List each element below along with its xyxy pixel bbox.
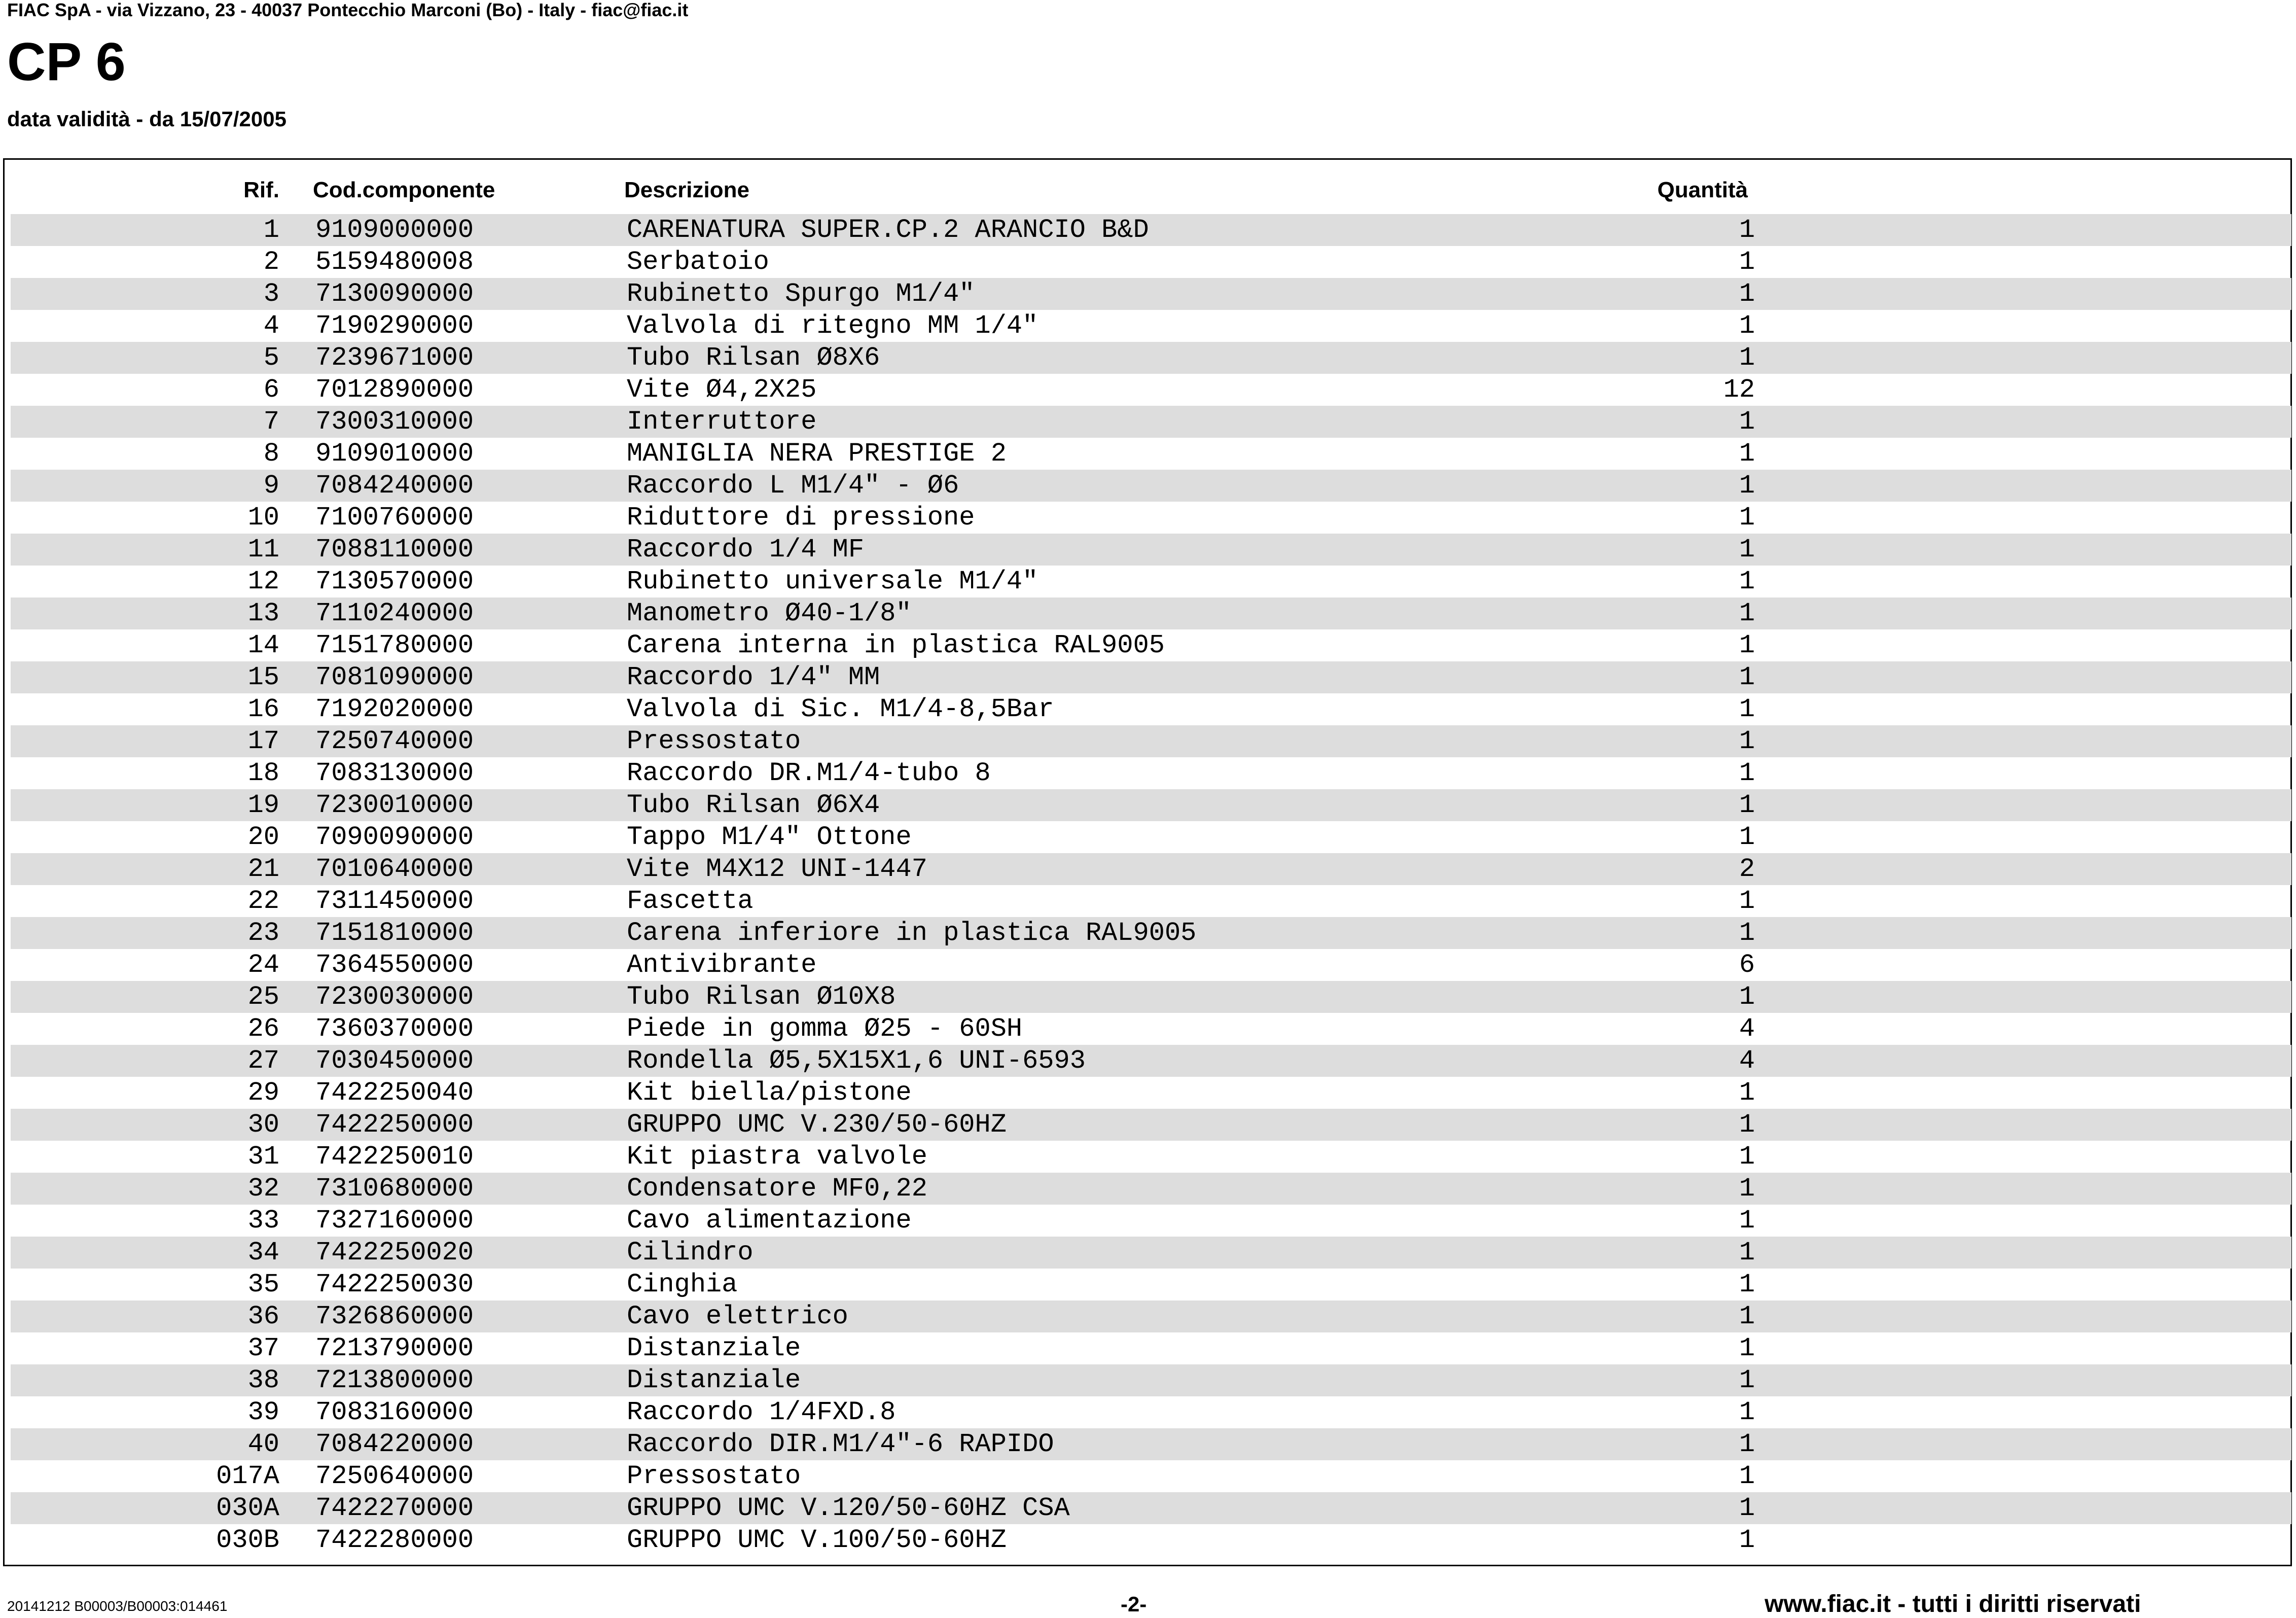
cell-rif: 4 <box>263 311 279 341</box>
cell-qty: 1 <box>1739 503 1755 533</box>
cell-desc: Kit biella/pistone <box>627 1078 912 1108</box>
cell-desc: Raccordo DIR.M1/4"-6 RAPIDO <box>627 1429 1054 1459</box>
cell-qty: 1 <box>1739 439 1755 469</box>
cell-qty: 1 <box>1739 1302 1755 1331</box>
cell-qty: 1 <box>1739 726 1755 756</box>
page-number: -2- <box>1121 1592 1147 1616</box>
cell-desc: Vite Ø4,2X25 <box>627 375 817 405</box>
cell-desc: Distanziale <box>627 1365 801 1395</box>
cell-desc: GRUPPO UMC V.100/50-60HZ <box>627 1525 1007 1555</box>
cell-qty: 1 <box>1739 918 1755 948</box>
cell-cod: 7250740000 <box>315 726 474 756</box>
table-row <box>11 1269 2291 1300</box>
cell-desc: Piede in gomma Ø25 - 60SH <box>627 1014 1023 1044</box>
cell-qty: 4 <box>1739 1014 1755 1044</box>
cell-rif: 12 <box>247 567 279 596</box>
cell-rif: 6 <box>263 375 279 405</box>
cell-rif: 13 <box>247 599 279 628</box>
cell-cod: 7422250030 <box>315 1270 474 1299</box>
cell-desc: Riduttore di pressione <box>627 503 975 533</box>
website-copyright: www.fiac.it - tutti i diritti riservati <box>1765 1591 2141 1617</box>
cell-rif: 15 <box>247 662 279 692</box>
table-row <box>11 789 2291 821</box>
cell-rif: 36 <box>247 1302 279 1331</box>
cell-desc: Rondella Ø5,5X15X1,6 UNI-6593 <box>627 1046 1086 1076</box>
cell-desc: Distanziale <box>627 1333 801 1363</box>
cell-cod: 7084240000 <box>315 471 474 501</box>
cell-rif: 7 <box>263 407 279 437</box>
cell-desc: Kit piastra valvole <box>627 1142 927 1172</box>
cell-desc: Condensatore MF0,22 <box>627 1174 927 1204</box>
page-title: CP 6 <box>7 32 126 92</box>
cell-desc: MANIGLIA NERA PRESTIGE 2 <box>627 439 1007 469</box>
cell-desc: Carena inferiore in plastica RAL9005 <box>627 918 1197 948</box>
cell-qty: 1 <box>1739 790 1755 820</box>
cell-cod: 7030450000 <box>315 1046 474 1076</box>
cell-qty: 1 <box>1739 407 1755 437</box>
cell-cod: 7422270000 <box>315 1493 474 1523</box>
cell-cod: 7310680000 <box>315 1174 474 1204</box>
cell-qty: 1 <box>1739 1525 1755 1555</box>
cell-cod: 7190290000 <box>315 311 474 341</box>
cell-rif: 30 <box>247 1110 279 1140</box>
table-row <box>11 1077 2291 1109</box>
cell-desc: Cilindro <box>627 1238 754 1268</box>
cell-qty: 1 <box>1739 1142 1755 1172</box>
cell-qty: 1 <box>1739 535 1755 565</box>
cell-cod: 7090090000 <box>315 822 474 852</box>
cell-qty: 1 <box>1739 982 1755 1012</box>
cell-qty: 1 <box>1739 630 1755 660</box>
cell-cod: 7364550000 <box>315 950 474 980</box>
cell-rif: 1 <box>263 215 279 245</box>
cell-rif: 017A <box>216 1461 279 1491</box>
cell-cod: 7130090000 <box>315 279 474 309</box>
cell-desc: Raccordo 1/4" MM <box>627 662 880 692</box>
cell-rif: 19 <box>247 790 279 820</box>
table-row <box>11 1428 2291 1460</box>
table-row <box>11 725 2291 757</box>
table-row <box>11 1492 2291 1524</box>
cell-cod: 7311450000 <box>315 886 474 916</box>
cell-desc: Interruttore <box>627 407 817 437</box>
cell-cod: 7422250040 <box>315 1078 474 1108</box>
cell-rif: 3 <box>263 279 279 309</box>
table-row <box>11 981 2291 1013</box>
cell-rif: 14 <box>247 630 279 660</box>
cell-desc: Raccordo DR.M1/4-tubo 8 <box>627 758 991 788</box>
table-row <box>11 1364 2291 1396</box>
cell-qty: 1 <box>1739 311 1755 341</box>
cell-rif: 22 <box>247 886 279 916</box>
cell-cod: 7083130000 <box>315 758 474 788</box>
cell-cod: 7422250010 <box>315 1142 474 1172</box>
cell-desc: Cavo alimentazione <box>627 1206 912 1236</box>
table-row <box>11 853 2291 885</box>
cell-desc: Pressostato <box>627 726 801 756</box>
cell-desc: Pressostato <box>627 1461 801 1491</box>
table-row <box>11 949 2291 981</box>
cell-cod: 7326860000 <box>315 1302 474 1331</box>
cell-desc: Raccordo 1/4FXD.8 <box>627 1397 896 1427</box>
table-row <box>11 246 2291 278</box>
cell-desc: Tubo Rilsan Ø8X6 <box>627 343 880 373</box>
company-address: FIAC SpA - via Vizzano, 23 - 40037 Pontecchio Marconi (Bo) - Italy - fiac@fiac.it <box>7 0 689 20</box>
cell-qty: 1 <box>1739 662 1755 692</box>
cell-rif: 18 <box>247 758 279 788</box>
cell-desc: Antivibrante <box>627 950 817 980</box>
cell-desc: Serbatoio <box>627 247 769 277</box>
cell-qty: 1 <box>1739 567 1755 596</box>
cell-rif: 40 <box>247 1429 279 1459</box>
cell-desc: Raccordo 1/4 MF <box>627 535 865 565</box>
cell-rif: 16 <box>247 694 279 724</box>
cell-cod: 7110240000 <box>315 599 474 628</box>
cell-qty: 1 <box>1739 694 1755 724</box>
document-code: 20141212 B00003/B00003:014461 <box>7 1598 228 1614</box>
cell-cod: 7422250000 <box>315 1110 474 1140</box>
table-row <box>11 821 2291 853</box>
cell-cod: 7100760000 <box>315 503 474 533</box>
table-row <box>11 278 2291 310</box>
table-row <box>11 757 2291 789</box>
cell-rif: 10 <box>247 503 279 533</box>
cell-rif: 38 <box>247 1365 279 1395</box>
cell-desc: Valvola di ritegno MM 1/4" <box>627 311 1038 341</box>
table-row <box>11 374 2291 406</box>
cell-rif: 030B <box>216 1525 279 1555</box>
cell-cod: 7151810000 <box>315 918 474 948</box>
cell-rif: 24 <box>247 950 279 980</box>
table-row <box>11 1237 2291 1269</box>
table-row <box>11 1173 2291 1205</box>
table-row <box>11 1109 2291 1141</box>
table-row <box>11 310 2291 342</box>
cell-rif: 9 <box>263 471 279 501</box>
cell-cod: 7083160000 <box>315 1397 474 1427</box>
cell-qty: 1 <box>1739 343 1755 373</box>
cell-cod: 7230030000 <box>315 982 474 1012</box>
cell-rif: 35 <box>247 1270 279 1299</box>
cell-qty: 2 <box>1739 854 1755 884</box>
column-header-desc: Descrizione <box>624 178 749 202</box>
cell-cod: 7213800000 <box>315 1365 474 1395</box>
table-row <box>11 406 2291 438</box>
table-row <box>11 342 2291 374</box>
cell-rif: 25 <box>247 982 279 1012</box>
cell-desc: Tubo Rilsan Ø6X4 <box>627 790 880 820</box>
validity-date: data validità - da 15/07/2005 <box>7 107 286 131</box>
cell-qty: 1 <box>1739 1397 1755 1427</box>
cell-qty: 1 <box>1739 1110 1755 1140</box>
column-header-cod: Cod.componente <box>313 178 495 202</box>
cell-qty: 1 <box>1739 1078 1755 1108</box>
cell-desc: GRUPPO UMC V.120/50-60HZ CSA <box>627 1493 1070 1523</box>
cell-rif: 21 <box>247 854 279 884</box>
cell-rif: 39 <box>247 1397 279 1427</box>
cell-cod: 7230010000 <box>315 790 474 820</box>
cell-qty: 1 <box>1739 1365 1755 1395</box>
cell-qty: 1 <box>1739 1493 1755 1523</box>
cell-cod: 7250640000 <box>315 1461 474 1491</box>
table-row <box>11 438 2291 470</box>
cell-desc: Cinghia <box>627 1270 738 1299</box>
cell-cod: 7012890000 <box>315 375 474 405</box>
table-row <box>11 534 2291 566</box>
table-row <box>11 1205 2291 1237</box>
cell-rif: 29 <box>247 1078 279 1108</box>
table-row <box>11 502 2291 534</box>
cell-desc: Vite M4X12 UNI-1447 <box>627 854 927 884</box>
cell-desc: Fascetta <box>627 886 754 916</box>
cell-desc: Cavo elettrico <box>627 1302 848 1331</box>
cell-qty: 1 <box>1739 1333 1755 1363</box>
cell-cod: 9109000000 <box>315 215 474 245</box>
cell-rif: 26 <box>247 1014 279 1044</box>
cell-qty: 1 <box>1739 1238 1755 1268</box>
cell-cod: 7010640000 <box>315 854 474 884</box>
table-row <box>11 1396 2291 1428</box>
cell-qty: 4 <box>1739 1046 1755 1076</box>
cell-desc: Carena interna in plastica RAL9005 <box>627 630 1165 660</box>
table-row <box>11 214 2291 246</box>
cell-desc: Tubo Rilsan Ø10X8 <box>627 982 896 1012</box>
table-row <box>11 1332 2291 1364</box>
table-row <box>11 1524 2291 1556</box>
table-row <box>11 470 2291 502</box>
parts-table <box>3 158 2292 1566</box>
cell-rif: 5 <box>263 343 279 373</box>
cell-rif: 34 <box>247 1238 279 1268</box>
table-row <box>11 1300 2291 1332</box>
cell-rif: 33 <box>247 1206 279 1236</box>
cell-desc: Rubinetto universale M1/4" <box>627 567 1038 596</box>
column-header-rif: Rif. <box>243 178 279 202</box>
table-row <box>11 917 2291 949</box>
cell-cod: 7327160000 <box>315 1206 474 1236</box>
cell-qty: 1 <box>1739 471 1755 501</box>
cell-cod: 7081090000 <box>315 662 474 692</box>
cell-cod: 7239671000 <box>315 343 474 373</box>
table-row <box>11 661 2291 693</box>
cell-cod: 7130570000 <box>315 567 474 596</box>
cell-desc: Manometro Ø40-1/8" <box>627 599 912 628</box>
table-row <box>11 1013 2291 1045</box>
cell-rif: 32 <box>247 1174 279 1204</box>
cell-qty: 1 <box>1739 599 1755 628</box>
cell-rif: 23 <box>247 918 279 948</box>
cell-rif: 8 <box>263 439 279 469</box>
cell-desc: Rubinetto Spurgo M1/4" <box>627 279 975 309</box>
cell-desc: Valvola di Sic. M1/4-8,5Bar <box>627 694 1054 724</box>
cell-cod: 7151780000 <box>315 630 474 660</box>
cell-qty: 1 <box>1739 1461 1755 1491</box>
table-row <box>11 597 2291 629</box>
table-row <box>11 693 2291 725</box>
table-row <box>11 1460 2291 1492</box>
cell-cod: 7422280000 <box>315 1525 474 1555</box>
cell-qty: 1 <box>1739 215 1755 245</box>
cell-cod: 9109010000 <box>315 439 474 469</box>
cell-desc: Tappo M1/4" Ottone <box>627 822 912 852</box>
cell-qty: 1 <box>1739 758 1755 788</box>
cell-qty: 1 <box>1739 279 1755 309</box>
table-body <box>11 214 2291 1556</box>
cell-rif: 11 <box>247 535 279 565</box>
cell-cod: 7192020000 <box>315 694 474 724</box>
cell-qty: 12 <box>1723 375 1755 405</box>
cell-rif: 2 <box>263 247 279 277</box>
cell-rif: 31 <box>247 1142 279 1172</box>
column-header-qty: Quantità <box>1657 178 1748 202</box>
cell-desc: CARENATURA SUPER.CP.2 ARANCIO B&D <box>627 215 1149 245</box>
cell-desc: Raccordo L M1/4" - Ø6 <box>627 471 959 501</box>
cell-qty: 1 <box>1739 822 1755 852</box>
cell-cod: 7088110000 <box>315 535 474 565</box>
cell-cod: 7300310000 <box>315 407 474 437</box>
table-row <box>11 1045 2291 1077</box>
table-row <box>11 566 2291 597</box>
cell-cod: 5159480008 <box>315 247 474 277</box>
table-row <box>11 1141 2291 1173</box>
cell-cod: 7360370000 <box>315 1014 474 1044</box>
cell-qty: 1 <box>1739 1206 1755 1236</box>
cell-qty: 1 <box>1739 886 1755 916</box>
cell-desc: GRUPPO UMC V.230/50-60HZ <box>627 1110 1007 1140</box>
cell-cod: 7422250020 <box>315 1238 474 1268</box>
cell-rif: 17 <box>247 726 279 756</box>
cell-cod: 7084220000 <box>315 1429 474 1459</box>
cell-qty: 1 <box>1739 247 1755 277</box>
cell-qty: 1 <box>1739 1174 1755 1204</box>
table-row <box>11 885 2291 917</box>
cell-qty: 6 <box>1739 950 1755 980</box>
cell-qty: 1 <box>1739 1429 1755 1459</box>
cell-rif: 27 <box>247 1046 279 1076</box>
cell-rif: 030A <box>216 1493 279 1523</box>
cell-qty: 1 <box>1739 1270 1755 1299</box>
table-row <box>11 629 2291 661</box>
cell-rif: 37 <box>247 1333 279 1363</box>
cell-cod: 7213790000 <box>315 1333 474 1363</box>
cell-rif: 20 <box>247 822 279 852</box>
